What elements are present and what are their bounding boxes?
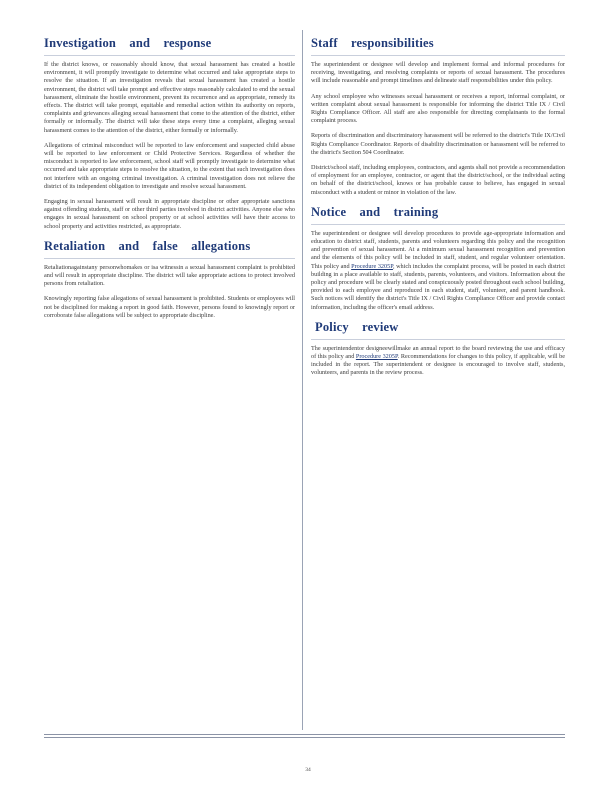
heading-policy-review: Policy review — [311, 320, 565, 340]
section-retaliation — [44, 239, 295, 320]
heading-notice-training: Notice and training — [311, 205, 565, 225]
right-column — [311, 36, 565, 386]
text: , which includes the complaint process, will be posted in each district building in a place available to staff, students, parents, volunteers, and visitors. Information about the policy and procedure will be clearly stated and conspicuously posted throughout each school building, provided to each employee and reproduced in each student, staff, volunteer, and parent handbook. Such notices will identify the district's Title IX / Civil Rights Compliance Officer and provide contact information, including the officer's email address. — [311, 262, 565, 311]
heading-investigation: Investigation and response — [44, 36, 295, 56]
text: The superintendentor designeewillmake an annual report to the board reviewing the use and efficacy of this policy and — [311, 344, 565, 361]
section-notice-training — [311, 205, 565, 312]
procedure-link[interactable]: Procedure 3205P — [355, 353, 398, 361]
left-column — [44, 36, 295, 328]
section-investigation — [44, 36, 295, 231]
paragraph: Allegations of criminal misconduct will be reported to law enforcement and suspected child abuse will be reported to law enforcement or Child Protective Services. Regardless of whether the misconduct is reported to law enforcement, school staff will promptly investigate to determine what occurred and take appropriate steps to resolve the situation, to the extent that such investigation does not interfere with an ongoing criminal investigation. A criminal investigation does not relieve the district of its independent obligation to investigate and resolve sexual harassment. — [44, 141, 295, 190]
paragraph — [311, 230, 565, 312]
paragraph: The superintendent or designee will develop and implement formal and informal procedures for receiving, investigating, and resolving complaints or reports of sexual harassment. The procedures will include reasonable and prompt timelines and delineate staff responsibilities under this policy. — [311, 61, 565, 85]
paragraph: Any school employee who witnesses sexual harassment or receives a report, informal complaint, or written complaint about sexual harassment is responsible for informing the district Title IX / Civil Rights Compliance Officer. All staff are also responsible for directing complainants to the formal complaint process. — [311, 92, 565, 125]
text: . Recommendations for changes to this policy, if applicable, will be included in the report. The superintendent or designee is encouraged to involve staff, students, volunteers, and parents in the review process. — [311, 353, 565, 377]
section-policy-review — [311, 320, 565, 378]
section-staff-responsibilities — [311, 36, 565, 197]
column-divider — [302, 30, 303, 730]
procedure-link[interactable]: Procedure 3205P — [351, 262, 393, 270]
footer-rule — [44, 737, 565, 738]
paragraph: Knowingly reporting false allegations of sexual harassment is prohibited. Students or employees will not be disciplined for making a report in good faith. However, persons found to knowingly report or corroborate false allegations will be subject to appropriate discipline. — [44, 295, 295, 319]
heading-staff-responsibilities: Staff responsibilities — [311, 36, 565, 56]
paragraph: District/school staff, including employees, contractors, and agents shall not provide a recommendation of employment for an employee, contractor, or agent that the district/school, or the individual acting on behalf of the district/school, knows or has probable cause to believe, has engaged in sexual misconduct with a student or minor in violation of the law. — [311, 164, 565, 196]
paragraph: Reports of discrimination and discriminatory harassment will be referred to the district's Title IX/Civil Rights Compliance Coordinator. Reports of disability discrimination or harassment will be referred to the district's Section 504 Coordinator. — [311, 132, 565, 156]
heading-retaliation: Retaliation and false allegations — [44, 239, 295, 259]
text: The superintendent or designee will develop procedures to provide age-appropriate information and education to district staff, students, parents and volunteers regarding this policy and the recognition and prevention of sexual harassment. At a minimum sexual harassment recognition and prevention and the elements of this policy will be included in staff, student, and regular volunteer orientation. This policy and — [311, 229, 565, 270]
footer-rule — [44, 734, 565, 735]
paragraph — [311, 345, 565, 378]
paragraph: Retaliationagainstany personwhomakes or isa witnessin a sexual harassment complaint is prohibited and will result in appropriate discipline. The district will take appropriate actions to protect involved persons from retaliation. — [44, 263, 295, 288]
paragraph: If the district knows, or reasonably should know, that sexual harassment has created a hostile environment, it will promptly investigate to determine what occurred and take appropriate steps to resolve the situation. If an investigation reveals that sexual harassment has created a hostile environment, the district will take prompt and effective steps reasonably calculated to end the sexual harassment, eliminate the hostile environment, prevent its recurrence and as appropriate, remedy its effects. The district will take prompt, equitable and remedial action within its authority on reports, complaints and grievances alleging sexual harassment that come to the attention of the district, either formally or informally. The district will take these steps every time a complaint, alleging sexual harassment comes to the attention of the district, either formally or informally. — [44, 61, 295, 134]
page-number: 34 — [305, 767, 311, 773]
paragraph: Engaging in sexual harassment will result in appropriate discipline or other appropriate sanctions against offending students, staff or other third parties involved in district activities. Anyone else who engages in sexual harassment on school property or at school activities will have their access to school property and activities restricted, as appropriate. — [44, 198, 295, 230]
